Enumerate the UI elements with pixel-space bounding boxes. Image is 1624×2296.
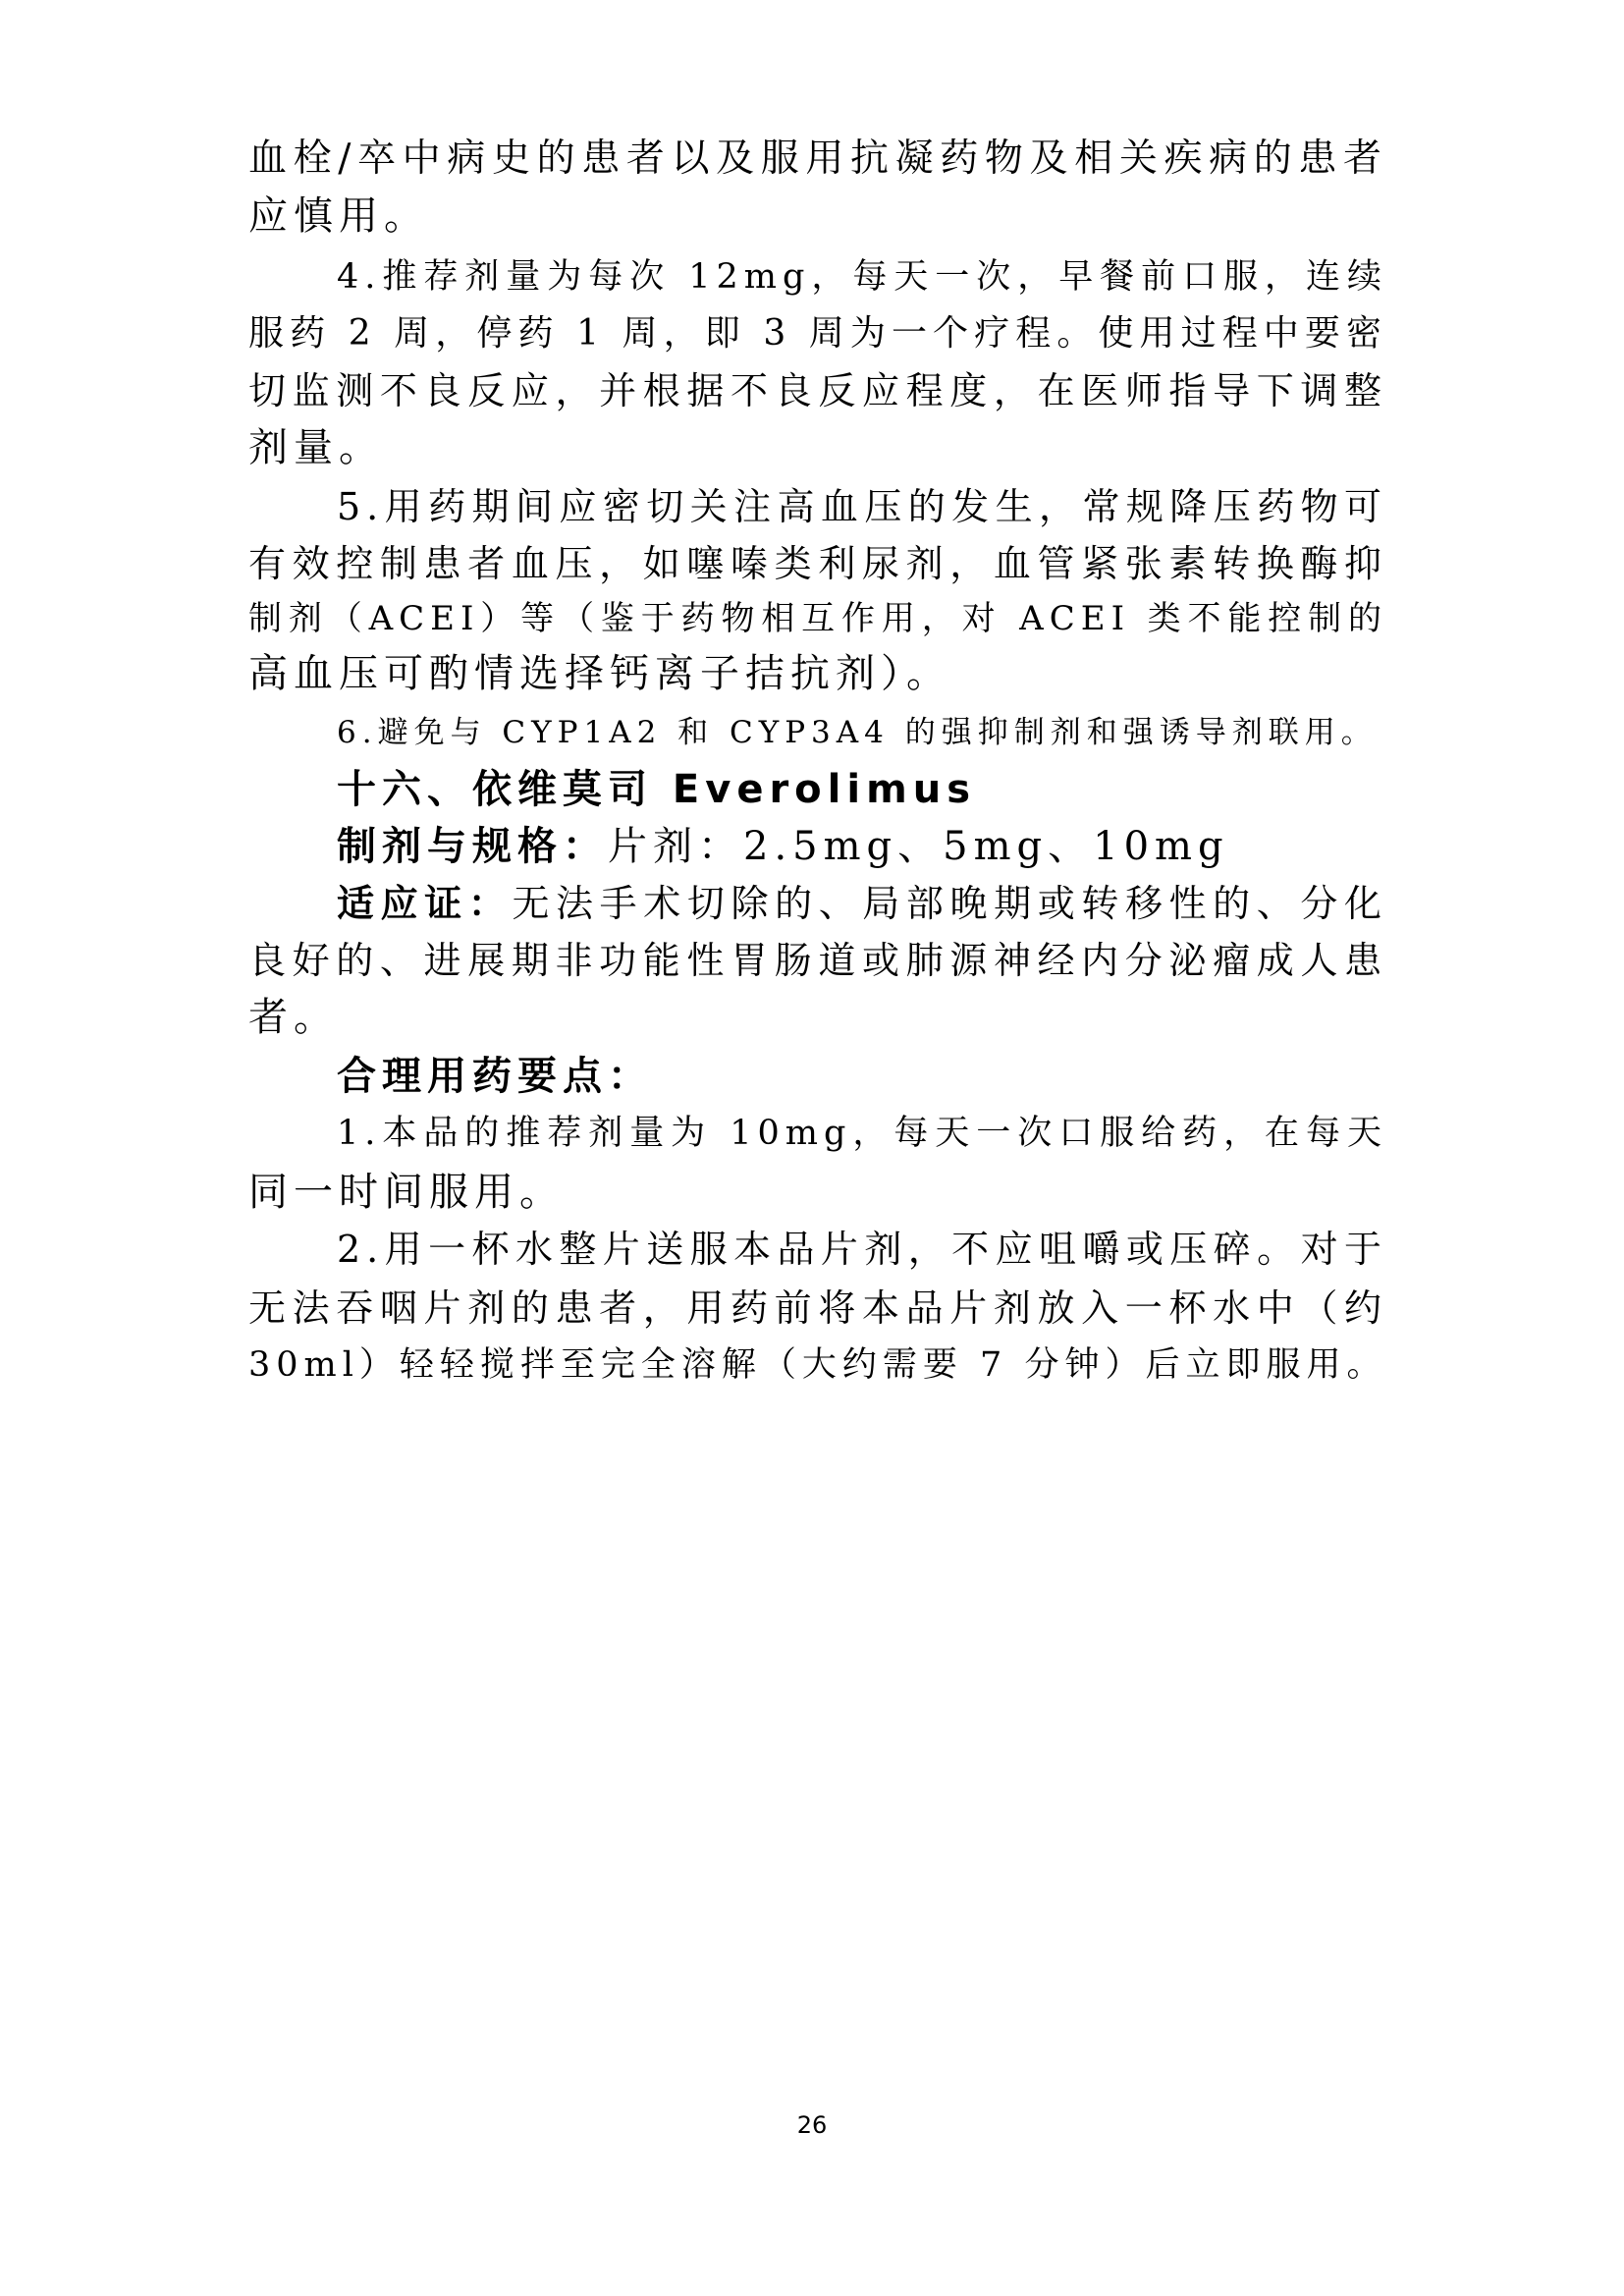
body-line: 服药 2 周，停药 1 周，即 3 周为一个疗程。使用过程中要密 xyxy=(248,313,1387,354)
point-line: 无法吞咽片剂的患者，用药前将本品片剂放入一杯水中（约 xyxy=(248,1286,1387,1330)
indication-line xyxy=(337,880,1387,927)
point-line: 1.本品的推荐剂量为 10mg，每天一次口服给药，在每天 xyxy=(337,1114,1387,1153)
section-title: 十六、依维莫司 Everolimus xyxy=(337,767,977,812)
body-line: 有效控制患者血压，如噻嗪类利尿剂，血管紧张素转换酶抑 xyxy=(248,542,1387,585)
formulation-label: 制剂与规格： xyxy=(337,824,608,869)
body-line: 4.推荐剂量为每次 12mg，每天一次，早餐前口服，连续 xyxy=(337,257,1387,297)
body-line: 5.用药期间应密切关注高血压的发生，常规降压药物可 xyxy=(337,485,1387,528)
body-line: 血栓/卒中病史的患者以及服用抗凝药物及相关疾病的患者 xyxy=(248,137,1387,181)
body-line: 切监测不良反应，并根据不良反应程度，在医师指导下调整 xyxy=(248,369,1387,412)
body-line: 6.避免与 CYP1A2 和 CYP3A4 的强抑制剂和强诱导剂联用。 xyxy=(337,715,1378,750)
formulation-text: 片剂：2.5mg、5mg、10mg xyxy=(608,824,1229,869)
indication-label: 适应证： xyxy=(337,882,513,925)
point-line: 30ml）轻轻搅拌至完全溶解（大约需要 7 分钟）后立即服用。 xyxy=(248,1345,1387,1385)
body-line: 高血压可酌情选择钙离子拮抗剂）。 xyxy=(248,651,951,696)
point-line: 2.用一杯水整片送服本品片剂，不应咀嚼或压碎。对于 xyxy=(337,1228,1387,1271)
page-number: 26 xyxy=(796,2111,828,2139)
indication-line: 良好的、进展期非功能性胃肠道或肺源神经内分泌瘤成人患 xyxy=(248,939,1387,982)
key-points-label: 合理用药要点： xyxy=(337,1054,653,1099)
indication-line: 者。 xyxy=(248,995,339,1040)
point-line: 同一时间服用。 xyxy=(248,1170,565,1215)
indication-text: 无法手术切除的、局部晚期或转移性的、分化 xyxy=(512,882,1387,925)
formulation-line xyxy=(337,823,1387,870)
body-line: 应慎用。 xyxy=(248,193,429,239)
body-line: 剂量。 xyxy=(248,425,384,470)
body-line: 制剂（ACEI）等（鉴于药物相互作用，对 ACEI 类不能控制的 xyxy=(248,599,1387,638)
